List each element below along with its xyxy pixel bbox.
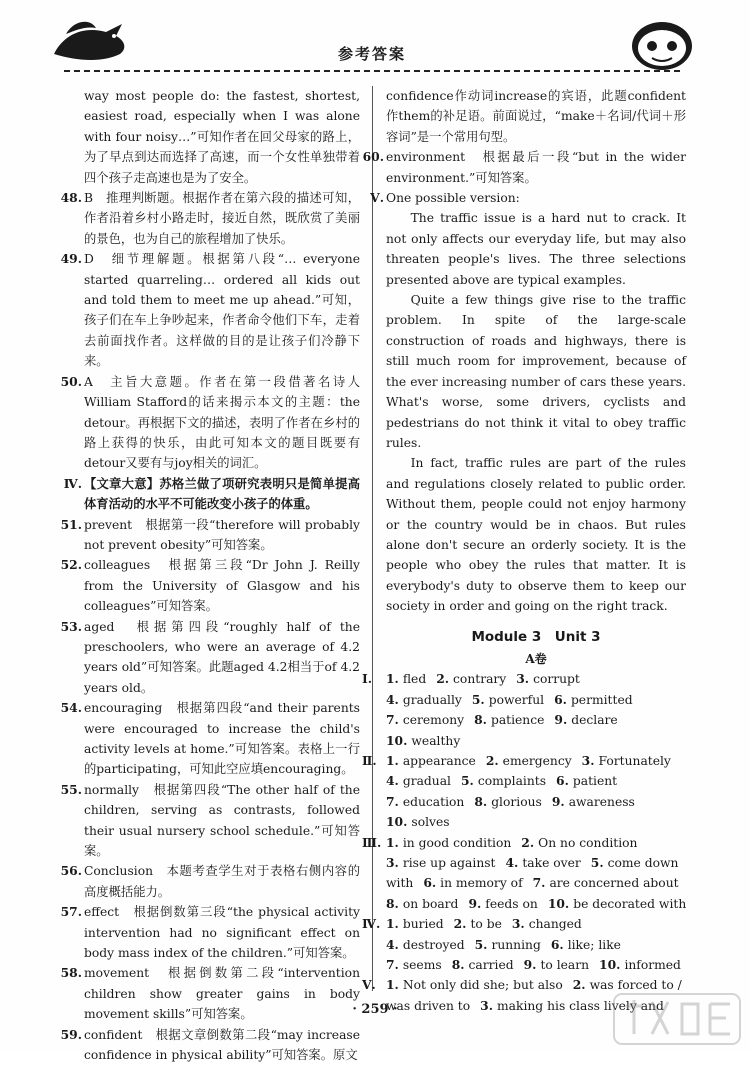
item-number: 48. [60,190,82,206]
item-text: normally 根据第四段“The other half of the children, serving as contrasts, followed their usual nursery school schedule.”可知答案。 [84,782,360,859]
section-roman: Ⅰ. [362,671,373,687]
left-item [60,902,360,963]
answer-number: 4. [386,936,399,952]
answer-word: awareness [568,794,635,809]
answer-number: 4. [386,773,399,789]
answer-word: declare [571,713,618,728]
answer-word: making his class lively and [497,998,664,1013]
answer-row [386,771,686,791]
answer-number: 1. [386,834,399,850]
essay-paragraph: The traffic issue is a hard nut to crack. It not only affects our everyday life, but may also threaten people's lives. The three selections presented above are typical examples. [386,211,686,287]
item-text: encouraging 根据第四段“and their parents were encouraged to increase the child's activity levels at home.”可知答案。表格上一行的participating，可知此空应填encouraging。 [84,701,360,777]
item-text: B 推理判断题。根据作者在第六段的描述可知，作者沿着乡村小路走时，接近自然，既欣赏了美丽的景色，也为自己的旅程增加了快乐。 [84,191,360,246]
item-number: 56. [60,863,82,879]
answer-word: rise up against [402,856,496,871]
answer-row [386,812,686,832]
item-number: 49. [60,251,82,267]
answer-number: 4. [386,691,399,707]
answer-row [386,710,686,730]
answer-word: ceremony [402,713,465,728]
answer-word: are concerned about [549,876,679,891]
right-top-answers [362,86,686,208]
item-number: Ⅳ. [63,475,82,491]
item-number: 52. [60,557,82,573]
left-item [60,515,360,556]
answer-number: 2. [572,977,586,993]
answer-row [362,751,686,771]
answer-row [362,833,686,853]
answer-word: complaints [477,774,547,789]
item-number: 60. [362,149,384,165]
answer-word: changed [528,917,582,932]
left-item [60,780,360,862]
answer-word: feeds on [485,896,538,911]
answer-number: 10. [599,957,621,973]
item-text: environment 根据最后一段“but in the wider environment.”可知答案。 [386,150,686,185]
answer-number: 5. [590,855,604,871]
answer-row [386,873,686,893]
watermark-logo [612,990,742,1048]
answer-number: 6. [550,936,564,952]
answer-section [362,833,687,915]
answer-word: on board [402,896,459,911]
answer-word: contrary [453,672,507,687]
left-item [60,555,360,616]
answer-number: 7. [386,793,399,809]
right-item [386,86,686,147]
right-item [370,188,686,208]
left-item [60,617,360,699]
essay-paragraph: In fact, traffic rules are part of the rules and regulations closely related to public order. Without them, people could not enjoy harmony or the country would be in chaos. But rules alone don't secure an orderly society. It is the people who obey the rules that matter. It is everybody's duty to observe them to keep our society in order and going on the right track. [386,456,686,614]
left-column [60,86,360,1066]
answer-number: 9. [468,895,482,911]
answer-number: 1. [386,977,399,993]
answer-number: 9. [554,712,568,728]
answer-word: On no condition [538,835,638,850]
answer-section [362,751,686,833]
item-number: Ⅴ. [370,190,384,206]
answer-number: 2. [436,671,450,687]
section-roman: Ⅴ. [362,977,376,993]
answer-number: 6. [556,773,569,789]
item-text: 【文章大意】苏格兰做了项研究表明只是简单提高体育活动的水平不可能改变小孩子的体重。 [84,475,360,512]
item-number: 58. [60,965,82,981]
answer-number: 1. [386,916,399,932]
answer-word: with [386,876,414,891]
answer-word: to learn [540,958,590,973]
answer-row [386,955,686,975]
left-item [60,249,360,371]
answer-word: was driven to [386,998,471,1013]
answer-word: gradual [402,774,451,789]
answer-word: be decorated with [573,896,687,911]
answer-number: 7. [386,712,399,728]
answer-word: education [402,794,465,809]
answer-section [362,669,686,751]
item-text: colleagues 根据第三段“Dr John J. Reilly from the University of Glasgow and his colleagues”可知答案。 [84,558,360,614]
item-text: aged 根据第四段“roughly half of the preschoolers, who were an average of 4.2 years old”可知答案。此题aged 4.2相当于of 4.2 years old。 [84,619,360,695]
answer-word: glorious [491,794,542,809]
item-number: 51. [60,516,82,532]
header-title: 参考答案 [337,45,406,63]
item-number: 54. [60,700,82,716]
answer-number: 10. [386,732,408,748]
section-roman: Ⅱ. [362,753,377,768]
answer-row [386,853,686,873]
answer-word: patience [490,713,545,728]
answer-number: 9. [523,957,537,973]
answer-word: seems [402,958,442,973]
answer-number: 3. [511,916,525,932]
answer-word: appearance [402,754,476,768]
answer-word: in memory of [440,876,523,891]
item-text: prevent 根据第一段“therefore will probably not prevent obesity”可知答案。 [84,517,360,552]
item-number: 55. [60,781,82,797]
answer-number: 8. [386,895,399,911]
answer-word: gradually [402,692,462,707]
answer-number: 5. [474,936,488,952]
answer-word: permitted [570,692,633,707]
answer-row [386,792,686,812]
item-text: D 细节理解题。根据第八段“… everyone started quarreling… ordered all kids out and told them to meet me up ahead.”可知，孩子们在车上争吵起来，作者命令他们下车，走着去前面找作者。这样做的目的是让孩子们冷静下来。 [84,252,360,369]
left-item [84,86,360,188]
answer-number: 3. [516,671,530,687]
answer-number: 10. [386,814,408,830]
answer-number: 8. [451,957,465,973]
answer-word: powerful [488,692,545,707]
answer-number: 6. [423,875,437,891]
answer-word: like; like [567,937,621,952]
answer-number: 2. [453,916,467,932]
answer-word: Fortunately [598,754,671,768]
answer-number: 6. [554,691,567,707]
answer-row [386,894,686,914]
answer-row [362,914,686,934]
page-number: · 259 · [352,1002,398,1017]
answer-number: 5. [460,773,474,789]
item-text: confidence作动词increase的宾语，此题confident作them的补足语。前面说过，“make＋名词/代词＋形容词”是一个常用句型。 [386,89,686,144]
answer-row [386,935,686,955]
answer-word: in good condition [402,835,512,850]
answer-number: 2. [521,834,535,850]
left-item [60,372,360,474]
right-item [362,147,686,188]
answer-number: 2. [485,753,499,768]
answer-word: was forced to / [589,978,682,993]
answer-number: 1. [386,671,399,687]
left-item [60,188,360,249]
left-item [60,1025,360,1066]
answer-word: to be [470,917,502,932]
answer-word: solves [411,815,450,830]
answer-word: buried [402,917,444,932]
answer-word: informed [624,958,681,973]
item-text: One possible version: [386,191,520,206]
section-roman: Ⅲ. [362,834,382,850]
answer-row [386,690,686,710]
item-number: 50. [60,373,82,389]
answer-word: fled [402,672,427,687]
essay-paragraph: Quite a few things give rise to the traffic problem. In spite of the large-scale construction of roads and highways, there is still much room for improvement, because of the ever increasing number of cars these years. What's worse, some drivers, cyclists and pedestrians do not think it vital to obey traffic rules. [386,293,686,450]
answer-number: 4. [505,855,519,871]
answer-section [362,914,686,975]
answer-word: wealthy [411,733,461,748]
item-number: 57. [60,904,82,920]
answer-word: come down [607,856,679,871]
model-essay [386,208,686,616]
column-divider [372,86,373,991]
item-text: effect 根据倒数第三段“the physical activity intervention had no significant effect on body mass index of the children.”可知答案。 [84,905,360,961]
item-text: way most people do: the fastest, shortest, easiest road, especially when I was alone with four noisy…”可知作者在回父母家的路上，为了早点到达而选择了高速，而一个女性单独带着四个孩子走高速也是为了安全。 [84,89,360,185]
item-number: 59. [60,1026,82,1042]
answer-word: running [491,937,541,952]
answer-number: 3. [480,997,494,1013]
answer-number: 9. [551,793,565,809]
answer-number: 1. [386,753,399,768]
item-number: 53. [60,618,82,634]
answer-word: carried [468,958,514,973]
answer-word: Not only did she; but also [402,978,563,993]
item-text: Conclusion 本题考查学生对于表格右侧内容的高度概括能力。 [84,864,360,899]
section-roman: Ⅳ. [362,916,381,932]
left-item [60,861,360,902]
answer-word: emergency [502,754,572,768]
answer-number: 8. [474,712,487,728]
answer-number: 8. [474,793,488,809]
answer-number: 10. [547,895,570,911]
answer-number: 5. [471,691,485,707]
answer-row [362,669,686,689]
left-item [63,474,360,515]
answer-number: 3. [386,855,399,871]
answer-number: 7. [532,875,546,891]
answer-word: take over [522,856,581,871]
item-text: A 主旨大意题。作者在第一段借著名诗人William Stafford的话来揭示本文的主题：the detour。再根据下文的描述，表明了作者在乡村的路上获得的快乐，由此可知本文的题目既要有detour又要有与joy相关的词汇。 [84,374,360,471]
answer-number: 7. [386,957,399,973]
answer-row [386,731,686,751]
unit-title: Module 3 Unit 3 [471,628,601,645]
answer-word: corrupt [533,672,580,687]
page-header [44,14,700,76]
item-text: confident 根据文章倒数第二段“may increase confidence in physical ability”可知答案。原文 [84,1027,360,1063]
sub-title: A卷 [525,651,547,666]
answer-word: patient [572,774,618,789]
answer-number: 3. [581,753,595,768]
answer-word: destroyed [402,937,465,952]
item-text: movement 根据倒数第二段“intervention children show greater gains in body movement skills”可知答案。 [84,966,360,1022]
header-divider [64,70,680,72]
left-item [60,698,360,780]
